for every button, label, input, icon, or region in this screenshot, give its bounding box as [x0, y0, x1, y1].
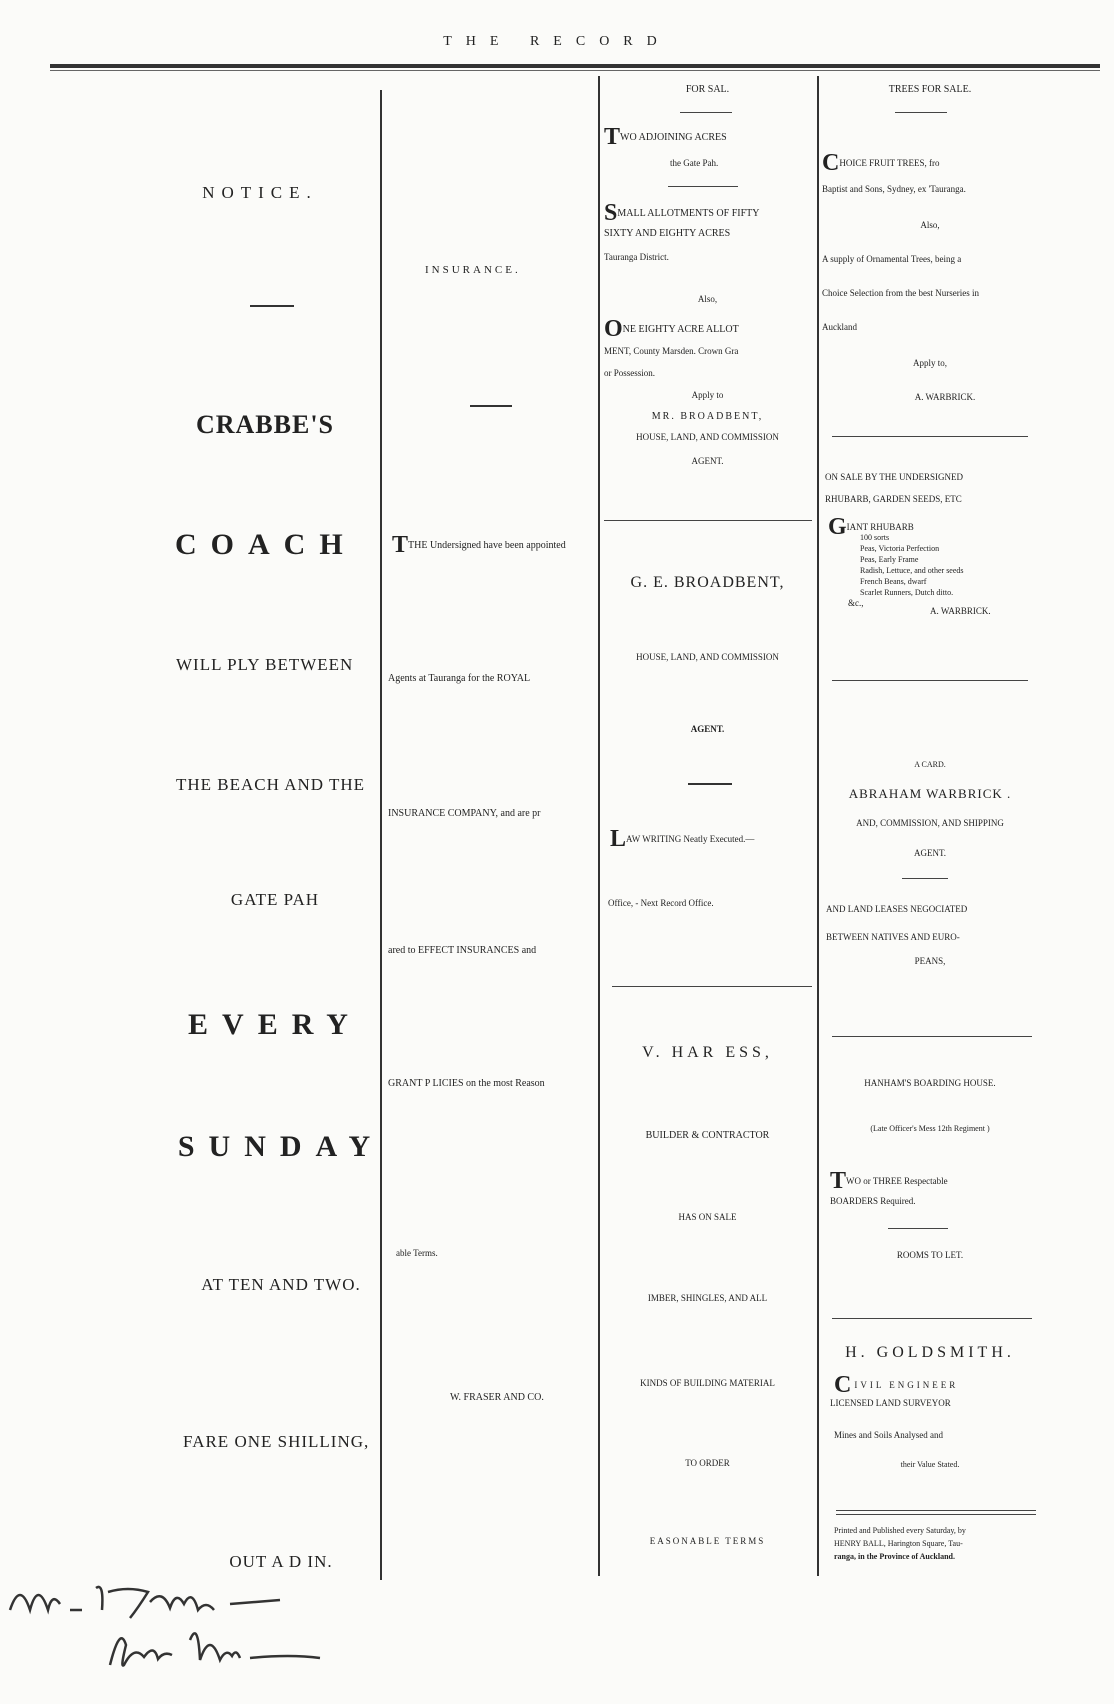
rule [688, 783, 732, 785]
dropcap-t: T [392, 532, 409, 558]
trees-line2: Baptist and Sons, Sydney, ex 'Tauranga. [822, 184, 966, 194]
masthead: THE RECORD [443, 34, 671, 49]
dropcap-l: L [610, 826, 627, 852]
seed-item: Peas, Early Frame [860, 555, 919, 564]
ad2-line2: SIXTY AND EIGHTY ACRES [604, 228, 731, 239]
fare-line: FARE ONE SHILLING, [183, 1432, 370, 1451]
harness-name: V. HAR ESS, [642, 1044, 773, 1061]
broadbent-card-line2: AGENT. [690, 724, 725, 734]
route-line-3: GATE PAH [230, 890, 320, 909]
imprint-line: Printed and Published every Saturday, by [834, 1526, 966, 1535]
warbrick-land-1: AND, COMMISSION, AND SHIPPING [856, 818, 1004, 828]
insurance-text-6: able Terms. [396, 1248, 438, 1258]
insurance-text-4: ared to EFFECT INSURANCES and [388, 945, 537, 956]
insurance-dash [470, 405, 512, 407]
goldsmith-name: H. GOLDSMITH. [845, 1344, 1015, 1361]
dropcap-o: O [604, 316, 623, 342]
a-card: A CARD. [914, 760, 946, 769]
dropcap-s: S [604, 200, 618, 226]
ad3-line3: or Possession. [604, 368, 656, 378]
top-rule-thin [50, 70, 1100, 71]
notice-dash [250, 305, 294, 307]
rule [612, 986, 812, 987]
rule [902, 878, 948, 879]
for-sale-heading: FOR SAL. [685, 84, 730, 95]
warbrick-land-2: AGENT. [913, 848, 947, 858]
dropcap-t: T [604, 124, 621, 150]
trees-also: Also, [920, 220, 940, 230]
ad3-line2: MENT, County Marsden. Crown Gra [604, 346, 739, 356]
broadbent-card-name: G. E. BROADBENT, [630, 574, 785, 591]
headline-sunday: SUNDAY [177, 1130, 385, 1163]
boarders-line2: BOARDERS Required. [830, 1196, 916, 1206]
late-officers: (Late Officer's Mess 12th Regiment ) [870, 1124, 990, 1133]
office-line: Office, - Next Record Office. [608, 898, 714, 908]
has-on-sale: HAS ON SALE [678, 1212, 737, 1222]
rule [836, 1510, 1036, 1511]
notice-heading: NOTICE. [202, 183, 318, 202]
dropcap-t: T [830, 1168, 847, 1194]
imprint [834, 1524, 966, 1563]
seed-etc: &c., [848, 598, 864, 608]
route-line-2: THE BEACH AND THE [176, 775, 366, 794]
licensed-surveyor: LICENSED LAND SURVEYOR [830, 1398, 951, 1408]
rule [888, 1228, 948, 1229]
builder-line: BUILDER & CONTRACTOR [645, 1130, 770, 1141]
seed-item: Scarlet Runners, Dutch ditto. [860, 588, 954, 597]
ad2-line1: SMALL ALLOTMENTS OF FIFTY [604, 200, 760, 226]
hanham-boarding: HANHAM'S BOARDING HOUSE. [864, 1078, 996, 1088]
out-and-in-line: OUT A D IN. [229, 1552, 333, 1571]
seed-item: Radish, Lettuce, and other seeds [860, 566, 964, 575]
rule [604, 520, 812, 521]
leases-2: BETWEEN NATIVES AND EURO- [826, 932, 960, 942]
seed-item: Peas, Victoria Perfection [860, 544, 940, 553]
onsale-line1: ON SALE BY THE UNDERSIGNED [825, 472, 963, 482]
seed-item: French Beans, dwarf [860, 577, 927, 586]
leases-1: AND LAND LEASES NEGOCIATED [826, 904, 968, 914]
column-divider-1 [380, 90, 382, 1580]
warbrick-sign-2: A. WARBRICK. [930, 606, 991, 616]
dropcap-c: C [834, 1372, 855, 1398]
insurance-text-3: INSURANCE COMPANY, and are pr [388, 808, 541, 819]
insurance-text-2: Agents at Tauranga for the ROYAL [388, 673, 531, 684]
giant-rhubarb: GIANT RHUBARB [828, 514, 914, 540]
trees-line3: A supply of Ornamental Trees, being a [822, 254, 962, 264]
insurance-signature: W. FRASER AND CO. [450, 1392, 544, 1403]
agent-line: HOUSE, LAND, AND COMMISSION [636, 432, 779, 442]
boarders-line1: TWO or THREE Respectable [830, 1168, 948, 1194]
dropcap-g: G [828, 514, 847, 540]
headline-every: EVERY [188, 1008, 362, 1041]
seed-list [860, 532, 964, 598]
mines-line: Mines and Soils Analysed and [834, 1430, 943, 1440]
rule [832, 436, 1028, 437]
agent-title: AGENT. [691, 456, 724, 466]
rule [895, 112, 947, 113]
insurance-text-5: GRANT P LICIES on the most Reason [388, 1078, 545, 1089]
also-1: Also, [697, 294, 718, 304]
trees-line5: Auckland [822, 322, 857, 332]
handwritten-signature [0, 1570, 380, 1690]
to-order: TO ORDER [685, 1458, 730, 1468]
insurance-text-1: TTHE Undersigned have been appointed [392, 532, 566, 558]
headline-coach: COACH [175, 528, 357, 561]
headline-crabbes: CRABBE'S [195, 410, 335, 439]
rule [832, 1318, 1032, 1319]
civil-engineer: CIVIL ENGINEER [834, 1372, 959, 1398]
trees-line4: Choice Selection from the best Nurseries in [822, 288, 979, 298]
agent-name: MR. BROADBENT, [651, 411, 764, 422]
seed-item: 100 sorts [860, 533, 890, 542]
insurance-heading: INSURANCE. [425, 264, 521, 276]
rule [836, 1514, 1036, 1515]
reasonable-terms: EASONABLE TERMS [649, 1536, 766, 1546]
broadbent-card-line1: HOUSE, LAND, AND COMMISSION [636, 652, 779, 662]
top-rule [50, 64, 1100, 68]
warbrick-sign-1: A. WARBRICK. [914, 392, 976, 402]
law-writing: LAW WRITING Neatly Executed.— [610, 826, 755, 852]
value-line: their Value Stated. [900, 1460, 960, 1469]
kinds-line: KINDS OF BUILDING MATERIAL [640, 1378, 775, 1388]
ad1-line1: TWO ADJOINING ACRES [604, 124, 727, 150]
column-divider-3 [817, 76, 819, 1576]
times-line: AT TEN AND TWO. [201, 1275, 361, 1294]
imprint-line: ranga, in the Province of Auckland. [834, 1552, 955, 1561]
rule [832, 680, 1028, 681]
imprint-line: HENRY BALL, Harington Square, Tau- [834, 1539, 963, 1548]
timber-line: IMBER, SHINGLES, AND ALL [647, 1293, 768, 1303]
rule [832, 1036, 1032, 1037]
dropcap-c: C [822, 150, 840, 176]
onsale-line2: RHUBARB, GARDEN SEEDS, ETC [825, 494, 962, 504]
trees-apply: Apply to, [912, 358, 947, 368]
rule [668, 186, 738, 187]
rooms-to-let: ROOMS TO LET. [896, 1250, 964, 1260]
abraham-warbrick: ABRAHAM WARBRICK . [848, 786, 1012, 801]
leases-3: PEANS, [914, 956, 946, 966]
rule [680, 112, 732, 113]
ad2-line3: Tauranga District. [604, 252, 669, 262]
ad1-line2: the Gate Pah. [670, 158, 719, 168]
trees-heading: TREES FOR SALE. [888, 84, 972, 95]
trees-line1: CHOICE FRUIT TREES, fro [822, 150, 940, 176]
apply-to: Apply to [691, 390, 724, 400]
ad3-line1: ONE EIGHTY ACRE ALLOT [604, 316, 739, 342]
route-line-1: WILL PLY BETWEEN [176, 655, 354, 674]
